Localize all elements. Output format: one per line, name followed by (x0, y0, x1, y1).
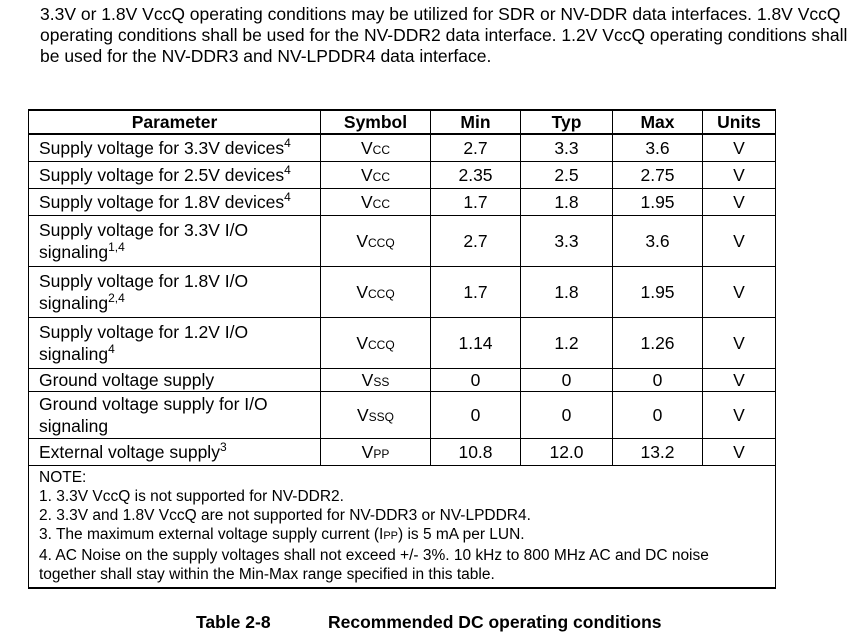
footnote-ref: 1,4 (108, 240, 125, 255)
symbol-subscript: CCQ (368, 337, 395, 352)
typ-cell: 1.2 (521, 318, 613, 369)
notes-row (29, 466, 776, 589)
max-cell: 1.26 (613, 318, 703, 369)
dc-operating-conditions-table (28, 109, 776, 589)
max-cell: 1.95 (613, 267, 703, 318)
symbol-main: V (356, 281, 368, 302)
note-3 (39, 525, 765, 546)
typ-cell: 3.3 (521, 134, 613, 162)
notes-heading: NOTE: (39, 469, 87, 486)
table-row (29, 162, 776, 189)
parameter-text: Supply voltage for 2.5V devices (39, 165, 285, 185)
footnote-ref: 4 (284, 190, 291, 205)
min-cell: 2.35 (431, 162, 521, 189)
units-cell: V (703, 267, 776, 318)
parameter-cell (29, 267, 321, 318)
max-cell: 1.95 (613, 189, 703, 216)
max-cell: 2.75 (613, 162, 703, 189)
header-max: Max (613, 110, 703, 134)
parameter-cell (29, 439, 321, 466)
table-row (29, 318, 776, 369)
table-row (29, 439, 776, 466)
typ-cell: 0 (521, 392, 613, 439)
symbol-main: V (356, 332, 368, 353)
units-cell: V (703, 439, 776, 466)
note-4: 4. AC Noise on the supply voltages shall not exceed +/- 3%. 10 kHz to 800 MHz AC and DC noise together shall stay within the Min-Max range specified in this table. (39, 547, 709, 583)
parameter-text-line2: signaling (39, 242, 109, 262)
table-row (29, 369, 776, 392)
symbol-main: V (361, 369, 374, 390)
header-typ: Typ (521, 110, 613, 134)
min-cell: 0 (431, 369, 521, 392)
symbol-subscript: CCQ (368, 235, 395, 250)
units-cell: V (703, 318, 776, 369)
footnote-ref: 2,4 (108, 291, 125, 306)
symbol-subscript: CC (372, 196, 391, 211)
parameter-text-line2: signaling (39, 344, 109, 364)
max-cell: 13.2 (613, 439, 703, 466)
parameter-cell (29, 134, 321, 162)
intro-paragraph: 3.3V or 1.8V VccQ operating conditions may be utilized for SDR or NV-DDR data interfaces. 1.8V VccQ operating conditions shall be used for the NV-DDR2 data interface. 1.2V VccQ operating conditions shall be used for the NV-DDR3 and NV-LPDDR4 data interface. (40, 4, 848, 66)
table-row (29, 267, 776, 318)
note-2: 2. 3.3V and 1.8V VccQ are not supported for NV-DDR3 or NV-LPDDR4. (39, 507, 531, 524)
parameter-cell (29, 216, 321, 267)
min-cell: 2.7 (431, 216, 521, 267)
symbol-main: V (360, 191, 373, 212)
parameter-text: Supply voltage for 3.3V I/O (39, 220, 249, 240)
symbol-main: V (360, 137, 373, 158)
max-cell: 3.6 (613, 216, 703, 267)
symbol-main: V (361, 441, 374, 462)
max-cell: 3.6 (613, 134, 703, 162)
typ-cell: 1.8 (521, 267, 613, 318)
units-cell: V (703, 369, 776, 392)
symbol-subscript: CCQ (368, 286, 395, 301)
header-parameter: Parameter (29, 110, 321, 134)
units-cell: V (703, 189, 776, 216)
max-cell: 0 (613, 369, 703, 392)
parameter-text: Supply voltage for 1.8V devices (39, 192, 285, 212)
symbol-cell (321, 216, 431, 267)
table-header-row (29, 110, 776, 134)
parameter-text: External voltage supply (39, 442, 220, 462)
caption-number: Table 2-8 (196, 612, 271, 632)
symbol-cell (321, 369, 431, 392)
min-cell: 1.7 (431, 267, 521, 318)
header-units: Units (703, 110, 776, 134)
min-cell: 10.8 (431, 439, 521, 466)
units-cell: V (703, 162, 776, 189)
note-1: 1. 3.3V VccQ is not supported for NV-DDR2. (39, 488, 344, 505)
symbol-main: V (356, 404, 369, 425)
typ-cell: 0 (521, 369, 613, 392)
min-cell: 2.7 (431, 134, 521, 162)
parameter-cell (29, 369, 321, 392)
notes-cell (29, 466, 776, 589)
typ-cell: 3.3 (521, 216, 613, 267)
parameter-text: Supply voltage for 1.8V I/O (39, 271, 249, 291)
table-row (29, 216, 776, 267)
note-3-text: 3. The maximum external voltage supply current (I (39, 526, 384, 543)
footnote-ref: 4 (284, 163, 291, 178)
symbol-cell (321, 189, 431, 216)
parameter-text: Ground voltage supply (39, 370, 215, 390)
symbol-cell (321, 267, 431, 318)
typ-cell: 2.5 (521, 162, 613, 189)
header-min: Min (431, 110, 521, 134)
units-cell: V (703, 134, 776, 162)
symbol-subscript: CC (372, 169, 391, 184)
symbol-main: V (360, 164, 373, 185)
footnote-ref: 3 (219, 440, 227, 455)
typ-cell: 1.8 (521, 189, 613, 216)
units-cell: V (703, 392, 776, 439)
typ-cell: 12.0 (521, 439, 613, 466)
symbol-cell (321, 439, 431, 466)
parameter-text: Supply voltage for 3.3V devices (39, 138, 285, 158)
footnote-ref: 4 (284, 136, 291, 151)
max-cell: 0 (613, 392, 703, 439)
footnote-ref: 4 (108, 342, 115, 357)
parameter-cell (29, 318, 321, 369)
symbol-cell (321, 162, 431, 189)
header-symbol: Symbol (321, 110, 431, 134)
min-cell: 1.7 (431, 189, 521, 216)
parameter-cell (29, 189, 321, 216)
caption-title: Recommended DC operating conditions (328, 612, 662, 632)
table-row (29, 134, 776, 162)
min-cell: 1.14 (431, 318, 521, 369)
table-row (29, 392, 776, 439)
symbol-subscript: PP (373, 446, 390, 461)
symbol-subscript: SS (373, 374, 390, 389)
units-cell: V (703, 216, 776, 267)
symbol-cell (321, 318, 431, 369)
symbol-subscript: SSQ (368, 409, 395, 424)
note-3-text-end: ) is 5 mA per LUN. (398, 526, 525, 543)
parameter-cell (29, 162, 321, 189)
parameter-text: Ground voltage supply for I/O (39, 394, 268, 414)
parameter-text-line2: signaling (39, 293, 109, 313)
parameter-text-line2: signaling (39, 416, 109, 436)
symbol-subscript: CC (372, 142, 391, 157)
note-3-subscript: PP (383, 530, 398, 542)
symbol-cell (321, 134, 431, 162)
symbol-cell (321, 392, 431, 439)
parameter-text: Supply voltage for 1.2V I/O (39, 322, 249, 342)
min-cell: 0 (431, 392, 521, 439)
symbol-main: V (356, 230, 368, 251)
parameter-cell (29, 392, 321, 439)
table-row (29, 189, 776, 216)
